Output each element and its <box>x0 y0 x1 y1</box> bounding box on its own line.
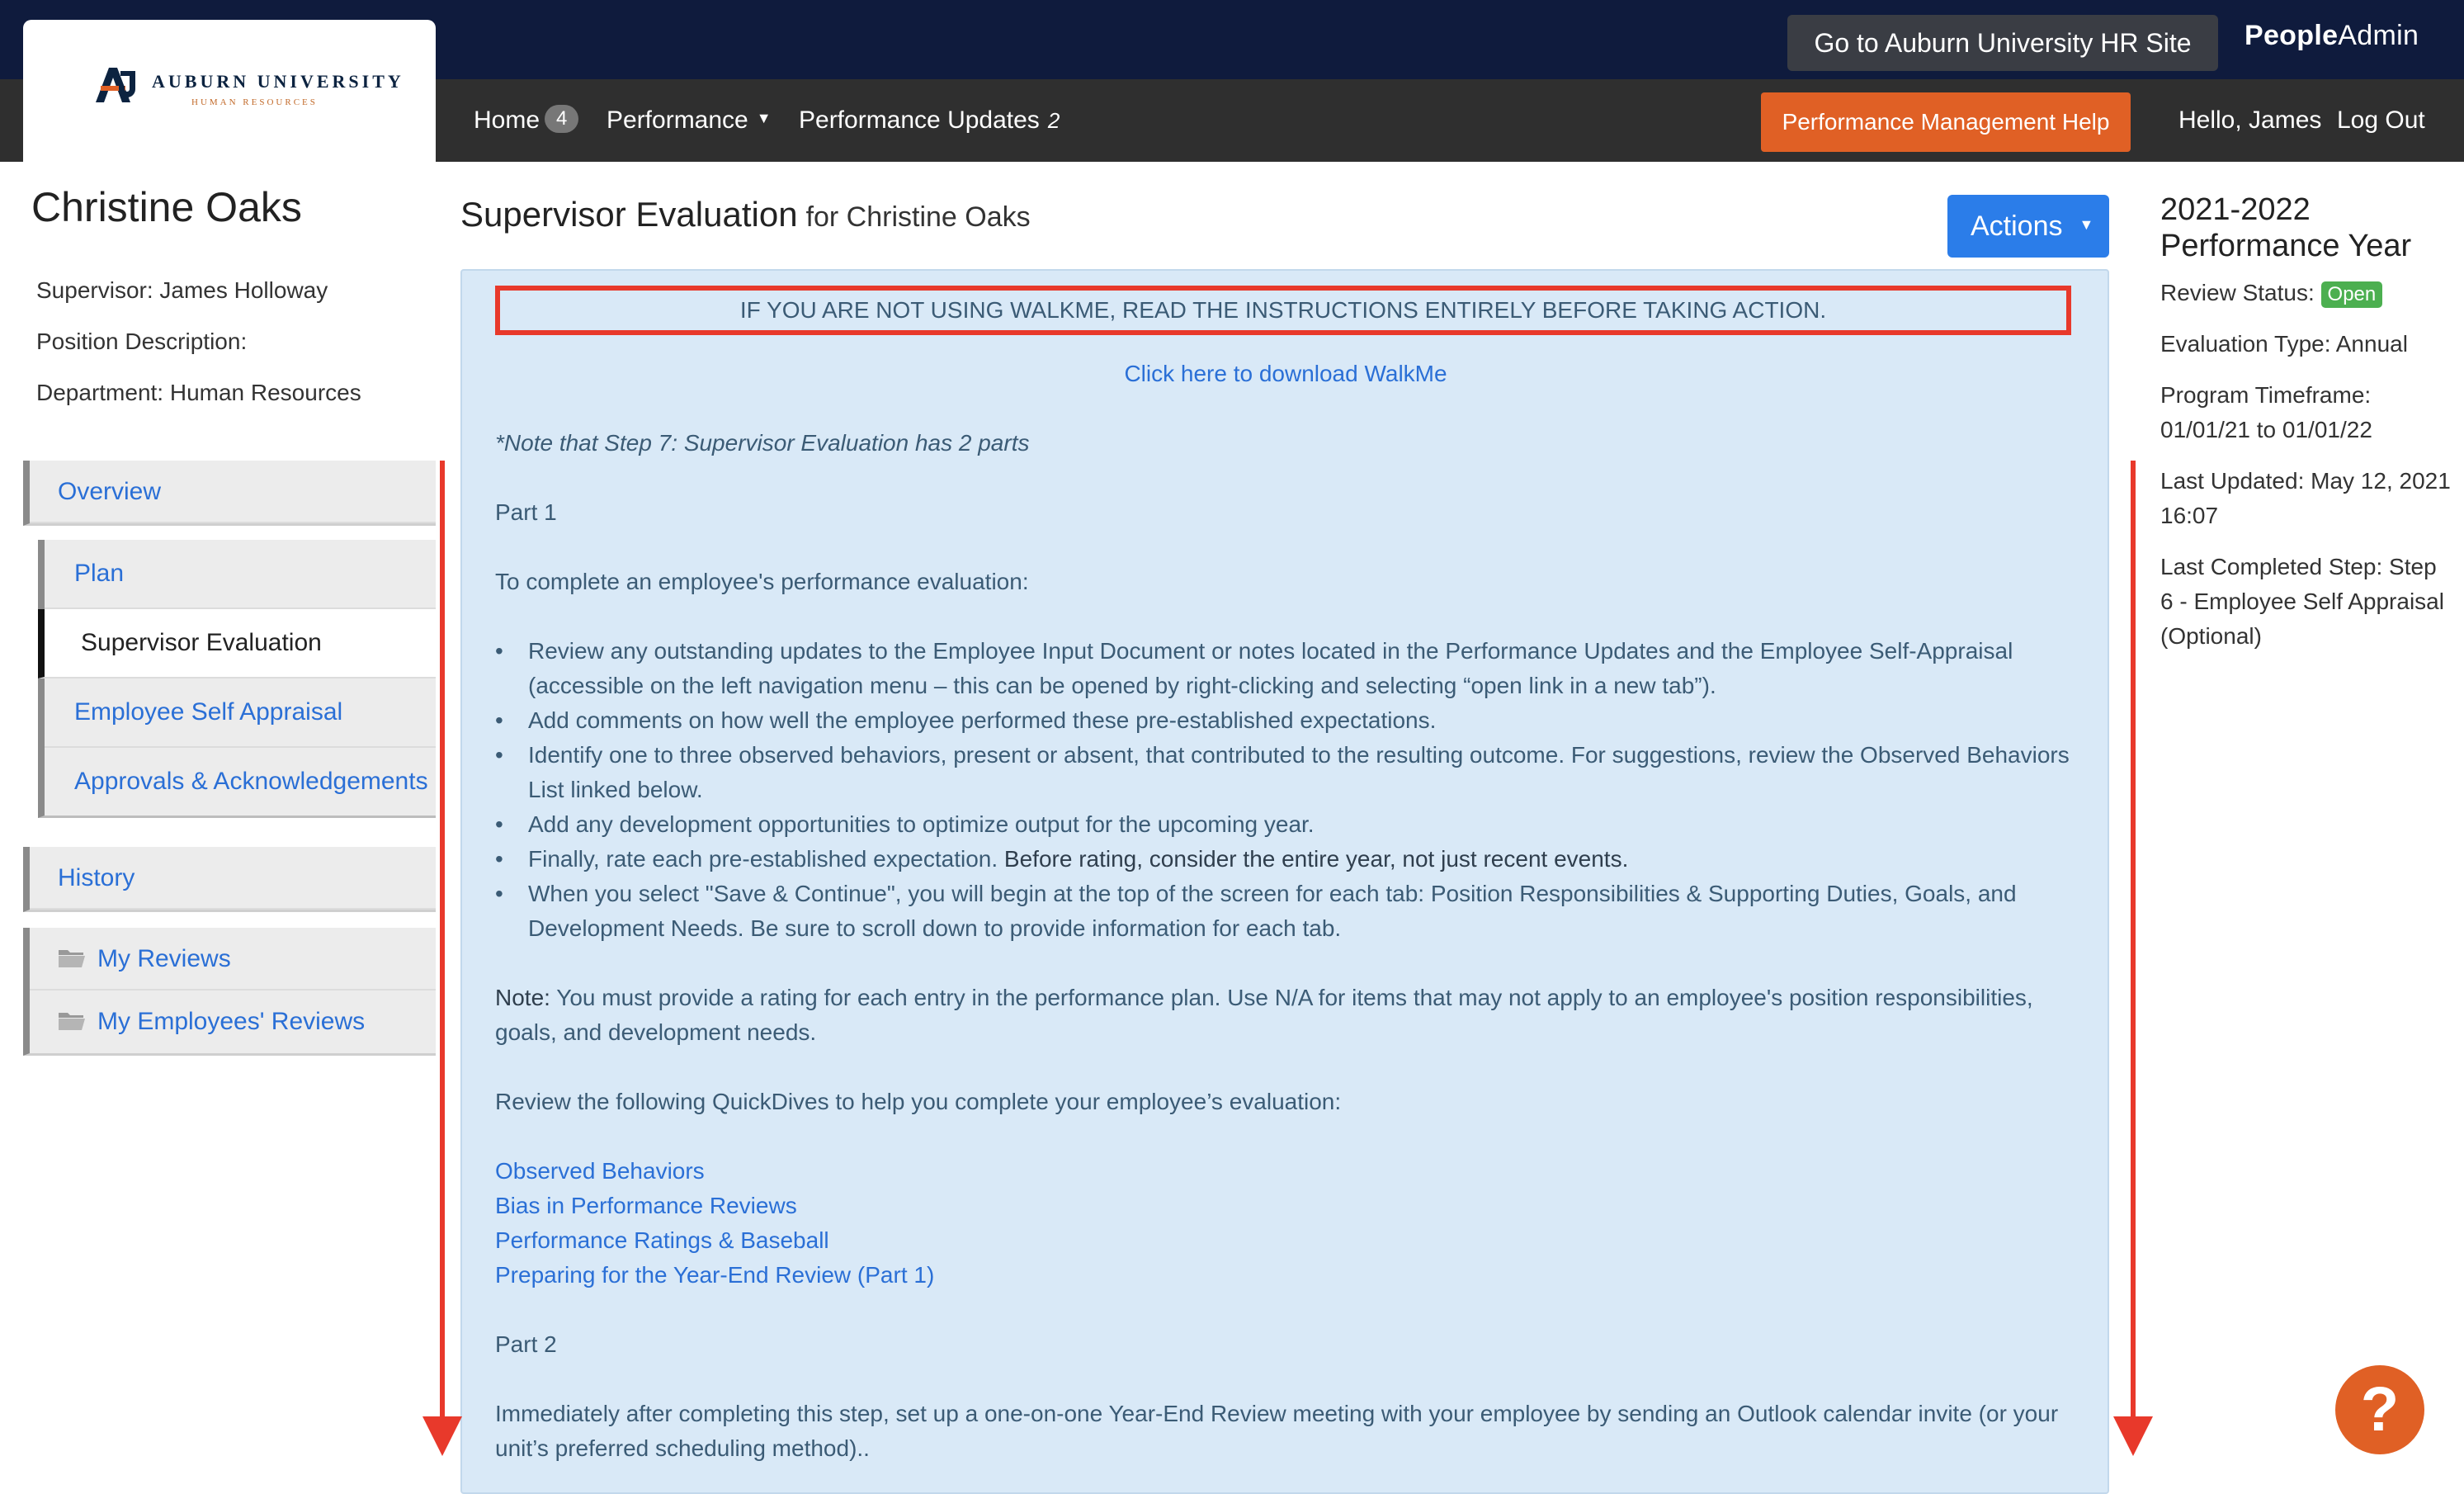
sidebar-item-plan[interactable]: Plan <box>45 540 436 609</box>
sidebar-item-my-employees-reviews[interactable] <box>30 990 436 1053</box>
arrow-down-icon <box>422 1416 462 1456</box>
brand-bold: People <box>2245 20 2339 51</box>
walkme-warning: IF YOU ARE NOT USING WALKME, READ THE INSTRUCTIONS ENTIRELY BEFORE TAKING ACTION. <box>495 286 2071 335</box>
auburn-au-icon <box>92 64 140 106</box>
sidebar-history-group <box>23 847 436 912</box>
updates-count: 2 <box>1047 108 1060 133</box>
help-question-icon[interactable]: ? <box>2335 1365 2424 1454</box>
sidebar-reviews-group <box>23 928 436 1056</box>
walkme-download-link[interactable]: Click here to download WalkMe <box>1124 361 1447 386</box>
evaluation-type: Evaluation Type: Annual <box>2160 331 2408 357</box>
review-status-label: Review Status: <box>2160 280 2315 305</box>
logo-line1: AUBURN UNIVERSITY <box>152 71 404 92</box>
page-title <box>460 195 1031 234</box>
folder-icon <box>58 947 86 968</box>
scroll-arrow-right-line <box>2131 461 2136 1418</box>
review-status <box>2160 276 2451 310</box>
page-title-suffix: for Christine Oaks <box>805 201 1031 233</box>
employee-department: Department: Human Resources <box>36 380 361 405</box>
list-item: • Add any development opportunities to optimize output for the upcoming year. <box>495 807 2076 842</box>
last-updated: Last Updated: May 12, 2021 16:07 <box>2160 468 2451 528</box>
hr-site-button[interactable]: Go to Auburn University HR Site <box>1787 15 2218 71</box>
page-title-main: Supervisor Evaluation <box>460 195 798 234</box>
last-completed-step: Last Completed Step: Step 6 - Employee Self Appraisal (Optional) <box>2160 554 2444 649</box>
caret-down-icon: ▼ <box>756 110 772 127</box>
arrow-down-icon <box>2113 1416 2153 1456</box>
employee-name: Christine Oaks <box>31 184 302 230</box>
instructions-panel <box>460 269 2109 1494</box>
list-item <box>495 842 2076 877</box>
brand-rest: Admin <box>2338 20 2419 51</box>
sidebar-item-approvals[interactable]: Approvals & Acknowledgements <box>74 768 428 795</box>
auburn-logo[interactable] <box>23 20 436 162</box>
performance-year-title <box>2160 191 2451 264</box>
program-timeframe-value: 01/01/21 to 01/01/22 <box>2160 417 2372 442</box>
quickdive-links <box>495 1154 2076 1293</box>
bullet5-emphasis: Before rating, consider the entire year, not just recent events. <box>1003 846 1629 872</box>
logo-line2: HUMAN RESOURCES <box>191 97 318 107</box>
part1-heading: Part 1 <box>495 499 557 525</box>
program-timeframe-label: Program Timeframe: <box>2160 382 2372 408</box>
review-info-panel <box>2160 191 2451 654</box>
nav-home-label: Home <box>474 106 540 134</box>
intro-text: To complete an employee's performance evaluation: <box>495 569 1029 594</box>
link-ratings-baseball[interactable]: Performance Ratings & Baseball <box>495 1227 829 1253</box>
part2-heading: Part 2 <box>495 1331 557 1357</box>
nav-performance-label: Performance <box>607 106 748 134</box>
year-line2: Performance Year <box>2160 229 2412 263</box>
actions-label: Actions <box>1971 210 2063 242</box>
nav-updates-label: Performance Updates <box>799 106 1040 134</box>
my-employees-reviews-label: My Employees' Reviews <box>97 1008 366 1035</box>
list-item: • Add comments on how well the employee performed these pre-established expectations. <box>495 703 2076 738</box>
walkme-link-row <box>495 357 2076 391</box>
employee-supervisor: Supervisor: James Holloway <box>36 277 328 303</box>
list-item: • When you select "Save & Continue", you will begin at the top of the screen for each tab: Position Responsibilities & Supporting Duties, Goals, and Development Needs. Be sure to scroll down to provide information for each tab. <box>495 877 2076 946</box>
program-timeframe <box>2160 378 2451 447</box>
nav-home[interactable] <box>474 79 578 162</box>
sidebar-item-employee-self-appraisal[interactable]: Employee Self Appraisal <box>45 678 436 748</box>
actions-dropdown-button[interactable] <box>1947 195 2109 258</box>
list-item: • Identify one to three observed behaviors, present or absent, that contributed to the resulting outcome. For suggestions, review the Observed Behaviors List linked below. <box>495 738 2076 807</box>
instructions-content <box>495 286 2076 1466</box>
year-line1: 2021-2022 <box>2160 192 2311 227</box>
bullet5-text: Finally, rate each pre-established expectation. <box>528 846 998 872</box>
scroll-arrow-left-line <box>440 461 445 1418</box>
rating-note-label: Note: <box>495 985 550 1010</box>
rating-note-text: You must provide a rating for each entry in the performance plan. Use N/A for items that may not apply to an employee's position responsibilities, goals, and development needs. <box>495 985 2033 1045</box>
employee-position: Position Description: <box>36 329 248 354</box>
sidebar-item-supervisor-evaluation[interactable]: Supervisor Evaluation <box>38 609 436 678</box>
peopleadmin-brand <box>2245 20 2419 52</box>
logout-link[interactable]: Log Out <box>2337 106 2425 134</box>
user-greeting[interactable]: Hello, James <box>2178 106 2322 134</box>
link-bias-reviews[interactable]: Bias in Performance Reviews <box>495 1193 797 1218</box>
sidebar-steps-group <box>38 540 436 818</box>
sidebar-item-history[interactable]: History <box>30 847 436 910</box>
logo-text <box>152 71 404 107</box>
list-item: • Review any outstanding updates to the Employee Input Document or notes located in the Performance Updates and the Employee Self-Appraisal (accessible on the left navigation menu – this can be opened by right-clicking and selecting “open link in a new tab”). <box>495 634 2076 703</box>
rating-note <box>495 981 2076 1050</box>
caret-down-icon: ▼ <box>2079 216 2094 234</box>
link-year-end-review[interactable]: Preparing for the Year-End Review (Part 1) <box>495 1262 935 1288</box>
sidebar-item-overview[interactable]: Overview <box>30 461 436 523</box>
folder-icon <box>58 1009 86 1031</box>
status-badge: Open <box>2321 281 2383 308</box>
link-observed-behaviors[interactable]: Observed Behaviors <box>495 1158 705 1184</box>
step-note: *Note that Step 7: Supervisor Evaluation has 2 parts <box>495 430 1030 456</box>
home-count-badge: 4 <box>545 105 578 133</box>
sidebar-overview-group <box>23 461 436 526</box>
my-reviews-label: My Reviews <box>97 945 231 972</box>
quickdives-intro: Review the following QuickDives to help you complete your employee’s evaluation: <box>495 1089 1342 1114</box>
part2-text: Immediately after completing this step, set up a one-on-one Year-End Review meeting with your employee by sending an Outlook calendar invite (or your unit’s preferred scheduling method).. <box>495 1401 2059 1461</box>
nav-performance-updates[interactable] <box>799 79 1060 162</box>
performance-help-button[interactable]: Performance Management Help <box>1761 92 2131 152</box>
instruction-bullets <box>495 634 2076 946</box>
nav-performance-dropdown[interactable] <box>607 79 772 162</box>
sidebar-item-my-reviews[interactable] <box>30 928 436 990</box>
